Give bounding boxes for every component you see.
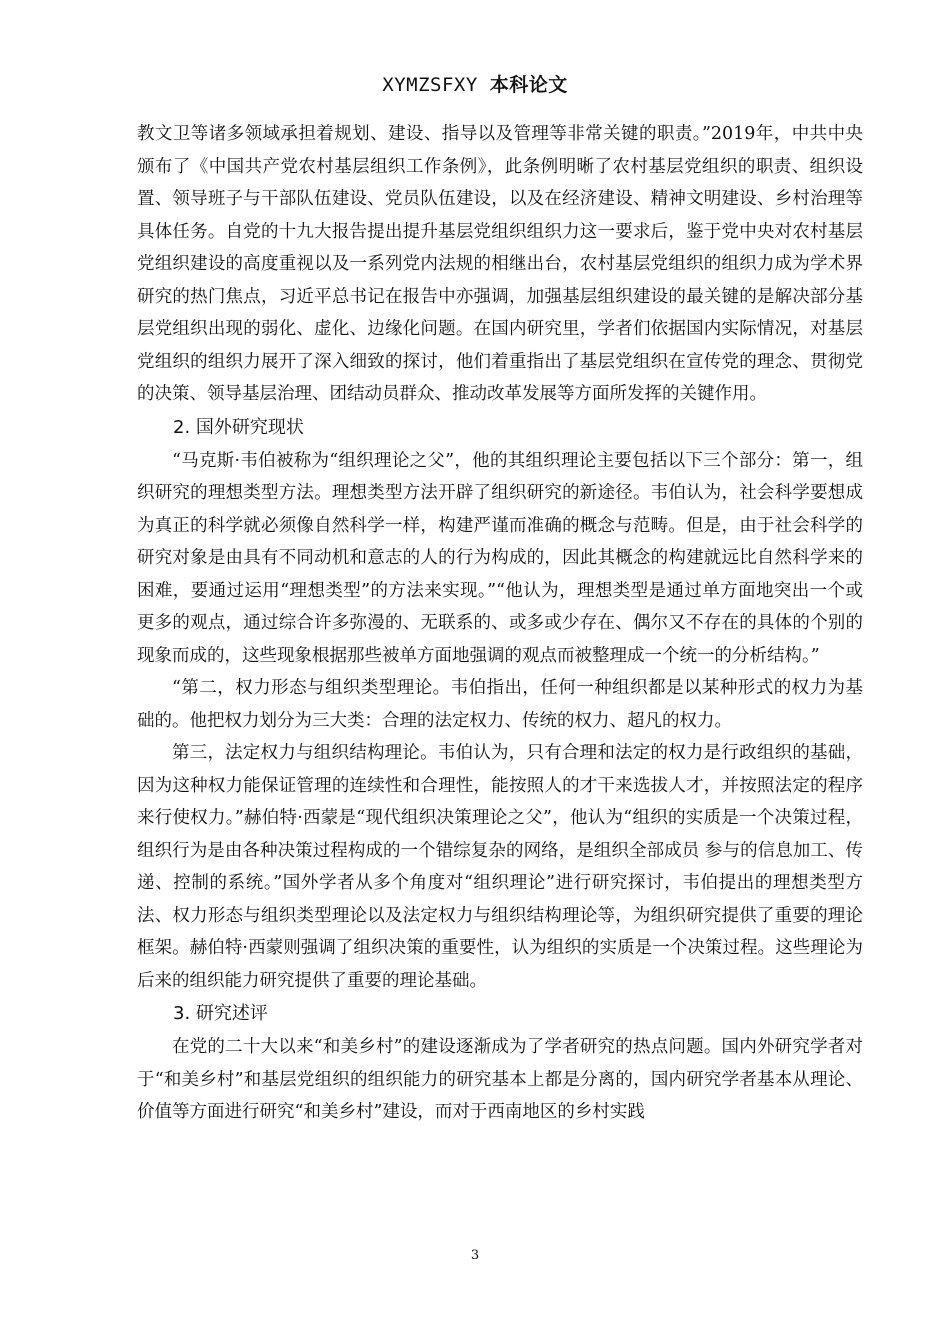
paragraph-weber-ideal-type: “马克斯·韦伯被称为“组织理论之父”，他的其组织理论主要包括以下三个部分：第一，组织研究的理想类型方法。理想类型方法开辟了组织研究的新途径。韦伯认为，社会科学要想成为真正的科学就必须像自然科学一样，构建严谨而准确的概念与范畴。但是，由于社会科学的研究对象是由具有不同动机和意志的人的行为构成的，因此其概念的构建就远比自然科学来的困难，要通过运用“理想类型”的方法来实现。”“他认为，理想类型是通过单方面地突出一个或更多的观点，通过综合许多弥漫的、无联系的、或多或少存在、偶尔又不存在的具体的个别的现象而成的，这些现象根据那些被单方面地强调的观点而被整理成一个统一的分析结构。” — [137, 450, 863, 666]
section-heading-research-review: 3. 研究述评 — [173, 1003, 268, 1024]
section-heading-foreign-research: 2. 国外研究现状 — [173, 416, 304, 438]
paragraph-legal-authority: 第三，法定权力与组织结构理论。韦伯认为，只有合理和法定的权力是行政组织的基础，因为这种权力能保证管理的连续性和合理性，能按照人的才干来选拔人才，并按照法定的程序来行使权力。”赫伯特·西蒙是“现代组织决策理论之父”，他认为“组织的实质是一个决策过程，组织行为是由各种决策过程构成的一个错综复杂的网络，是组织全部成员 参与的信息加工、传递、控制的系统。”国外学者从多个角度对“组织理论”进行研究探讨，韦伯提出的理想类型方法、权力形态与组织类型理论以及法定权力与组织结构理论等，为组织研究提供了重要的理论框架。赫伯特·西蒙则强调了组织决策的重要性，认为组织的实质是一个决策过程。这些理论为后来的组织能力研究提供了重要的理论基础。 — [137, 743, 863, 991]
header-cjk: 本科论文 — [489, 74, 568, 96]
page-header — [0, 70, 950, 97]
page-number: 3 — [470, 1248, 480, 1263]
paragraph-research-review: 在党的二十大以来“和美乡村”的建设逐渐成为了学者研究的热点问题。国内外研究学者对于“和美乡村”和基层党组织的组织能力的研究基本上都是分离的，国内研究学者基本从理论、价值等方面进行研究“和美乡村”建设，而对于西南地区的乡村实践 — [137, 1037, 863, 1122]
body-content — [137, 118, 863, 1129]
paragraph-domestic-research-continued: 教文卫等诸多领域承担着规划、建设、指导以及管理等非常关键的职责。”2019年，中共中央颁布了《中国共产党农村基层组织工作条例》，此条例明晰了农村基层党组织的职责、组织设置、领导班子与干部队伍建设、党员队伍建设，以及在经济建设、精神文明建设、乡村治理等具体任务。自党的十九大报告提出提升基层党组织组织力这一要求后，鉴于党中央对农村基层党组织建设的高度重视以及一系列党内法规的相继出台，农村基层党组织的组织力成为学术界研究的热门焦点，习近平总书记在报告中亦强调，加强基层组织建设的最关键的是解决部分基层党组织出现的弱化、虚化、边缘化问题。在国内研究里，学者们依据国内实际情况，对基层党组织的组织力展开了深入细致的探讨，他们着重指出了基层党组织在宣传党的理念、贯彻党的决策、领导基层治理、团结动员群众、推动改革发展等方面所发挥的关键作用。 — [137, 124, 863, 404]
paragraph-power-forms: “第二，权力形态与组织类型理论。韦伯指出，任何一种组织都是以某种形式的权力为基础的。他把权力划分为三大类：合理的法定权力、传统的权力、超凡的权力。 — [137, 678, 863, 731]
header-latin: XYMZSFXY — [382, 74, 478, 96]
